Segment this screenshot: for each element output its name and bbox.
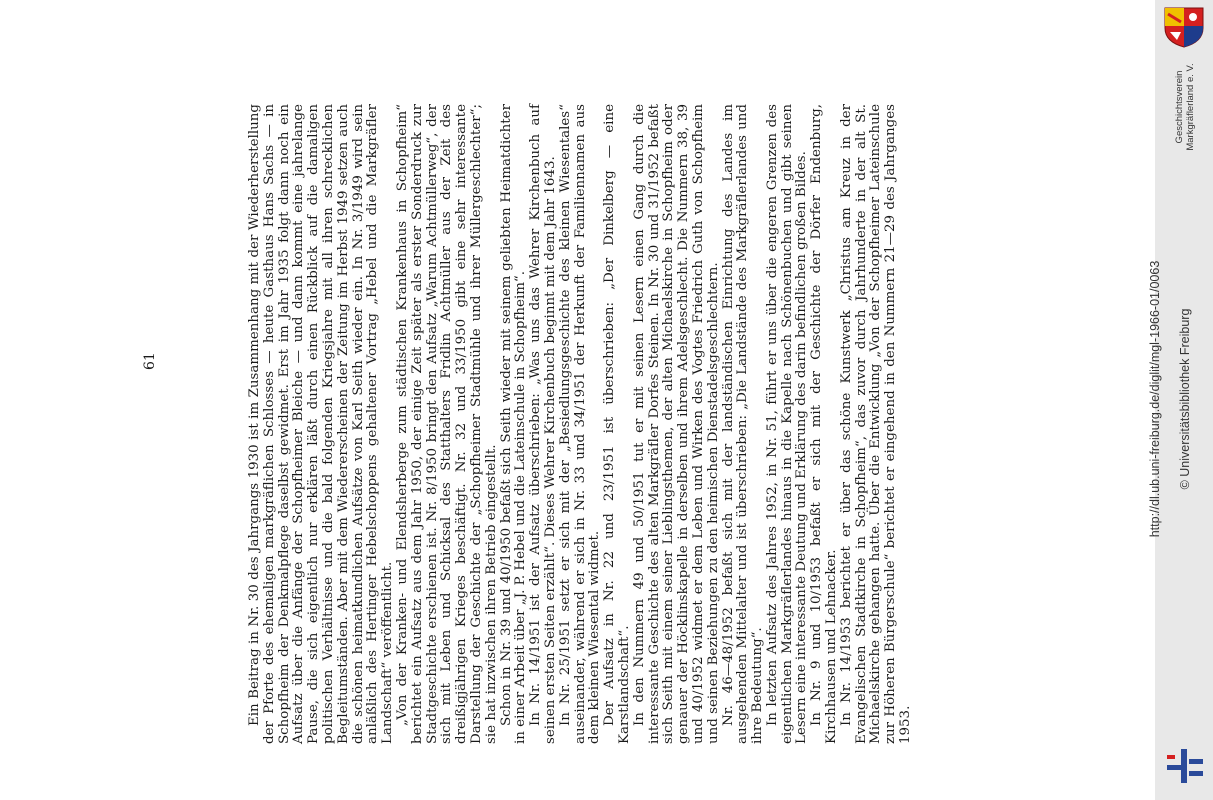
society-name	[1174, 27, 1196, 187]
paragraph: In Nr. 9 und 10/1953 befaßt er sich mit der Geschichte der Dörfer Endenburg, Kirchhausen und Lehnacker.	[809, 104, 840, 744]
paragraph: Schon in Nr. 39 und 40/1950 befaßt sich Seith wieder mit seinem geliebten Heimatdichter in einer Arbeit über „J. P. Hebel und die Lateinschule in Schopfheim“.	[498, 104, 529, 744]
permalink[interactable]: http://dl.ub.uni-freiburg.de/diglit/mgl-1966-01/0063	[1148, 260, 1162, 538]
paragraph: Ein Beitrag in Nr. 30 des Jahrgangs 1930 ist im Zusammenhang mit der Wiederherstellung der Pforte des ehemaligen markgräflichen Schlosses — heute Gasthaus Hans Sachs — in Schopfheim der Denkmalpflege daselbst gewidmet. Erst im Jahr 1935 folgt dann noch ein Aufsatz über die Anfänge der Schopfheimer Bleiche — und dann kommt eine jahrelange Pause, die sich eigentlich nur erklären läßt durch einen Rückblick auf die damaligen politischen Verhältnisse und die bald folgenden Kriegsjahre mit all ihren schrecklichen Begleitumständen. Aber mit dem Wiedererscheinen der Zeitung im Herbst 1949 setzen auch die schönen heimatkundlichen Aufsätze von Karl Seith wieder ein. In Nr. 3/1949 wird sein anläßlich des Hertinger Hebelschoppens gehaltener Vortrag „Hebel und die Markgräfler Landschaft“ veröffentlicht.	[247, 104, 396, 744]
paragraph: In Nr. 14/1951 ist der Aufsatz überschrieben: „Was uns das Wehrer Kirchenbuch auf seinen ersten Seiten erzählt“. Dieses Wehrer Kirchenbuch beginnt mit dem Jahr 1643.	[528, 104, 558, 744]
paragraph: In letzten Aufsatz des Jahres 1952, in Nr. 51, führt er uns über die engeren Grenzen des eigentlichen Markgräflerlandes hinaus in die Kapelle nach Schönenbuchen und gibt seinen Lesern eine interessante Deutung und Erklärung des darin befindlichen großen Bildes.	[764, 104, 810, 744]
rotated-page	[132, 30, 1022, 770]
society-line: Markgräflerland e. V.	[1185, 63, 1196, 151]
page-number: 61	[142, 352, 158, 370]
paragraph: Der Aufsatz in Nr. 22 und 23/1951 ist überschrieben: „Der Dinkelberg — eine Karstlandschaft“.	[602, 104, 632, 744]
society-line: Geschichtsverein	[1174, 70, 1185, 144]
paragraph: In den Nummern 49 und 50/1951 tut er mit seinen Lesern einen Gang durch die interessante Geschichte des alten Markgräfler Dorfes Steinen. In Nr. 30 und 31/1952 befaßt sich Seith mit einem seiner Lieblingsthemen, der alten Michaelskirche in Schopfheim oder genauer der Höcklinskapelle in derselben und ihrem Adelsgeschlecht. Die Nummern 38, 39 und 40/1952 widmet er dem Leben und Wirken des Vogtes Friedrich Guth von Schopfheim und seinen Beziehungen zu den heimischen Dienstadelsgeschlechtern.	[631, 104, 721, 744]
paragraph: In Nr. 14/1953 berichtet er über das schöne Kunstwerk „Christus am Kreuz in der Evangelischen Stadtkirche in Schopfheim“, das zuvor durch Jahrhunderte in der alt St. Michaelskirche gehangen hatte. Über die Entwicklung „Von der Schopfheimer Lateinschule zur Höheren Bürgerschule“ berichtet er eingehend in den Nummern 21—29 des Jahrganges 1953.	[838, 104, 914, 744]
ub-freiburg-logo-icon	[1163, 745, 1207, 785]
paragraph: Nr. 46—48/1952 befaßt sich mit der landständischen Einrichtung des Landes im ausgehenden Mittelalter und ist überschrieben: „Die Landstände des Markgräflerlandes und ihre Bedeutung“.	[720, 104, 766, 744]
paragraph: In Nr. 25/1951 setzt er sich mit der „Besiedlungsgeschichte des kleinen Wiesentales“ auseinander, während er sich in Nr. 33 und 34/1951 der Herkunft der Familiennamen aus dem kleinen Wiesental widmet.	[557, 104, 603, 744]
copyright-notice: © Universitätsbibliothek Freiburg	[1178, 308, 1192, 490]
body-text	[248, 104, 914, 744]
paragraph: „Von der Kranken- und Elendsherberge zum städtischen Krankenhaus in Schopfheim“ berichtet ein Aufsatz aus dem Jahr 1950, der einige Zeit später als erster Sonderdruck zur Stadtgeschichte erschienen ist. Nr. 8/1950 bringt den Aufsatz „Warum Achtmüllerweg“, der sich mit Leben und Schicksal des Statthalters Fridlin Achtmüller aus der Zeit des dreißigjährigen Krieges beschäftigt. Nr. 32 und 33/1950 gibt eine sehr interessante Darstellung der Geschichte der „Schopfheimer Stadtmühle und ihrer Müllergeschlechter“; sie hat inzwischen ihren Betrieb eingestellt.	[394, 104, 499, 744]
